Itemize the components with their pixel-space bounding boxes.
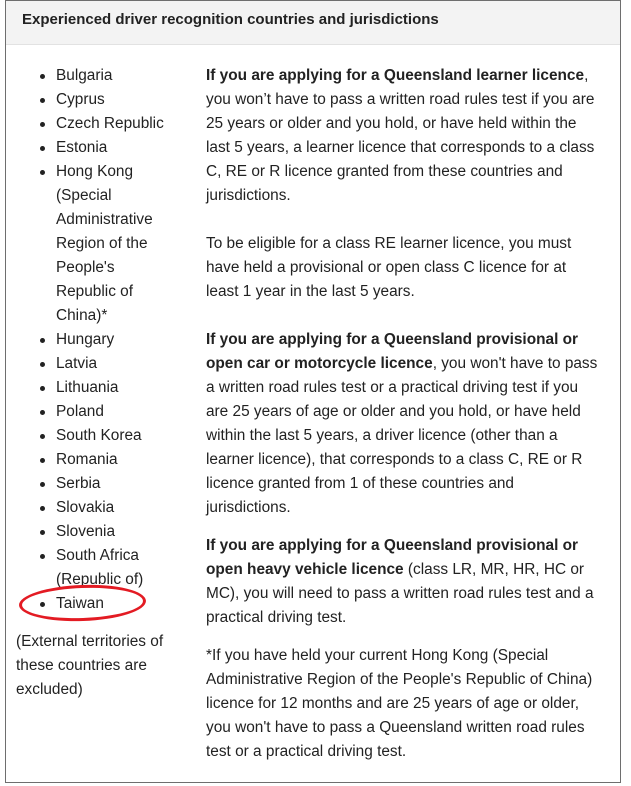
list-item: Lithuania [16, 376, 174, 400]
provisional-licence-heading: If you are applying for a Queensland provisional or open car or motorcycle licence [206, 331, 579, 372]
list-item: Cyprus [16, 88, 174, 112]
provisional-licence-paragraph [206, 328, 601, 520]
learner-licence-paragraph [206, 64, 601, 208]
list-item: South Korea [16, 424, 174, 448]
list-item: Hungary [16, 328, 174, 352]
list-item: Latvia [16, 352, 174, 376]
learner-licence-text: , you won’t have to pass a written road rules test if you are 25 years or older and you hold, or have held within the last 5 years, a learner licence that corresponds to a class C, RE or R licence granted from these countries and jurisdictions. [206, 67, 595, 204]
hong-kong-note: *If you have held your current Hong Kong (Special Administrative Region of the People's Republic of China) licence for 12 months and are 25 years of age or older, you won't have to pass a Queensland written road rules test or a practical driving test. [206, 647, 593, 760]
panel-title: Experienced driver recognition countries and jurisdictions [6, 1, 620, 45]
list-item: Slovenia [16, 520, 174, 544]
learner-licence-heading: If you are applying for a Queensland learner licence [206, 67, 585, 84]
heavy-vehicle-text: (class LR, MR, HR, HC or MC), you will need to pass a written road rules test and a practical driving test. [206, 561, 594, 626]
list-item: Estonia [16, 136, 174, 160]
list-item: South Africa (Republic of) [16, 544, 174, 592]
list-item: Hong Kong (Special Administrative Region of the People's Republic of China)* [16, 160, 174, 328]
list-item: Romania [16, 448, 174, 472]
list-item: Slovakia [16, 496, 174, 520]
info-column [206, 64, 601, 764]
heavy-vehicle-paragraph [206, 534, 601, 630]
list-item: Bulgaria [16, 64, 174, 88]
list-item: Czech Republic [16, 112, 174, 136]
re-eligibility-paragraph: To be eligible for a class RE learner licence, you must have held a provisional or open class C licence for at least 1 year in the last 5 years. [206, 235, 572, 300]
heavy-vehicle-heading: If you are applying for a Queensland provisional or open heavy vehicle licence [206, 537, 579, 578]
list-item: Serbia [16, 472, 174, 496]
list-item-taiwan: Taiwan [16, 592, 174, 616]
provisional-licence-text: , you won't have to pass a written road rules test or a practical driving test if you are 25 years of age or older and you hold, or have held within the last 5 years, a driver licence (other than a learner licence), that corresponds to a class C, RE or R licence granted from 1 of these countries and jurisdictions. [206, 355, 598, 516]
country-list [16, 64, 186, 616]
list-item: Poland [16, 400, 174, 424]
excluded-territories-note: (External territories of these countries are excluded) [16, 633, 164, 698]
